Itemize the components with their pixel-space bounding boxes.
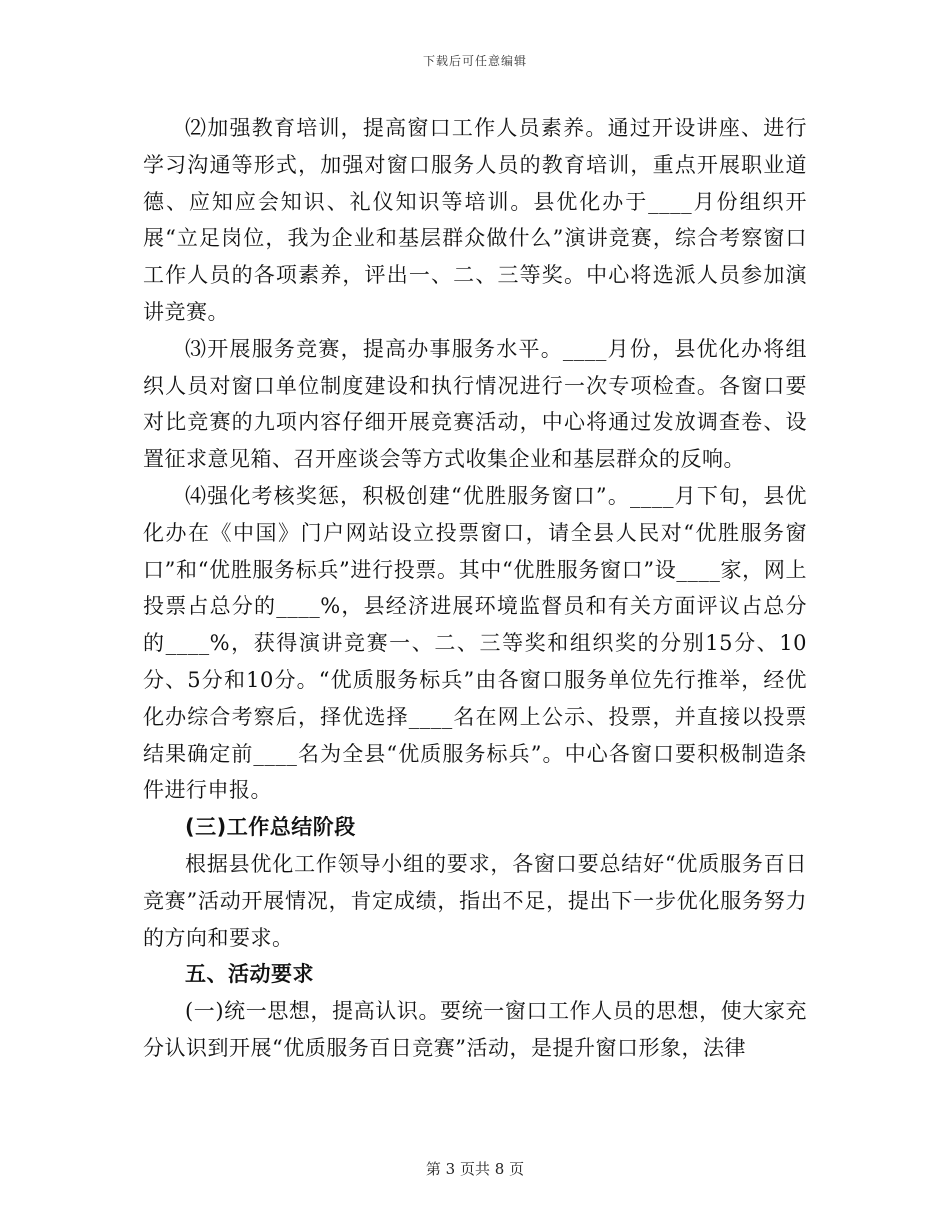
heading-activity-requirements: 五、活动要求	[185, 962, 314, 987]
document-body	[143, 110, 807, 1067]
paragraph-summary: 根据县优化工作领导小组的要求，各窗口要总结好“优质服务百日竞赛”活动开展情况，肯定成绩，指出不足，提出下一步优化服务努力的方向和要求。	[143, 851, 807, 950]
paragraph-training: ⑵加强教育培训，提高窗口工作人员素养。通过开设讲座、进行学习沟通等形式，加强对窗口服务人员的教育培训，重点开展职业道德、应知应会知识、礼仪知识等培训。县优化办于____月份组织开展“立足岗位，我为企业和基层群众做什么”演讲竞赛，综合考察窗口工作人员的各项素养，评出一、二、三等奖。中心将选派人员参加演讲竞赛。	[143, 116, 807, 324]
paragraph-service-competition: ⑶开展服务竞赛，提高办事服务水平。____月份，县优化办将组织人员对窗口单位制度建设和执行情况进行一次专项检查。各窗口要对比竞赛的九项内容仔细开展竞赛活动，中心将通过发放调查卷、设置征求意见箱、召开座谈会等方式收集企业和基层群众的反响。	[143, 336, 807, 472]
page-header: 下载后可任意编辑	[422, 54, 527, 68]
heading-summary-stage: (三)工作总结阶段	[185, 815, 356, 840]
paragraph-assessment: ⑷强化考核奖惩，积极创建“优胜服务窗口”。____月下旬，县优化办在《中国》门户网站设立投票窗口，请全县人民对“优胜服务窗口”和“优胜服务标兵”进行投票。其中“优胜服务窗口”设____家，网上投票占总分的____%，县经济进展环境监督员和有关方面评议占总分的____%，获得演讲竞赛一、二、三等奖和组织奖的分别15分、10分、5分和10分。“优质服务标兵”由各窗口服务单位先行推举，经优化办综合考察后，择优选择____名在网上公示、投票，并直接以投票结果确定前____名为全县“优质服务标兵”。中心各窗口要积极制造条件进行申报。	[143, 483, 807, 803]
paragraph-unify-thinking: (一)统一思想，提高认识。要统一窗口工作人员的思想，使大家充分认识到开展“优质服务百日竞赛”活动，是提升窗口形象，法律	[143, 999, 807, 1060]
page-number: 第 3 页共 8 页	[425, 1160, 525, 1178]
